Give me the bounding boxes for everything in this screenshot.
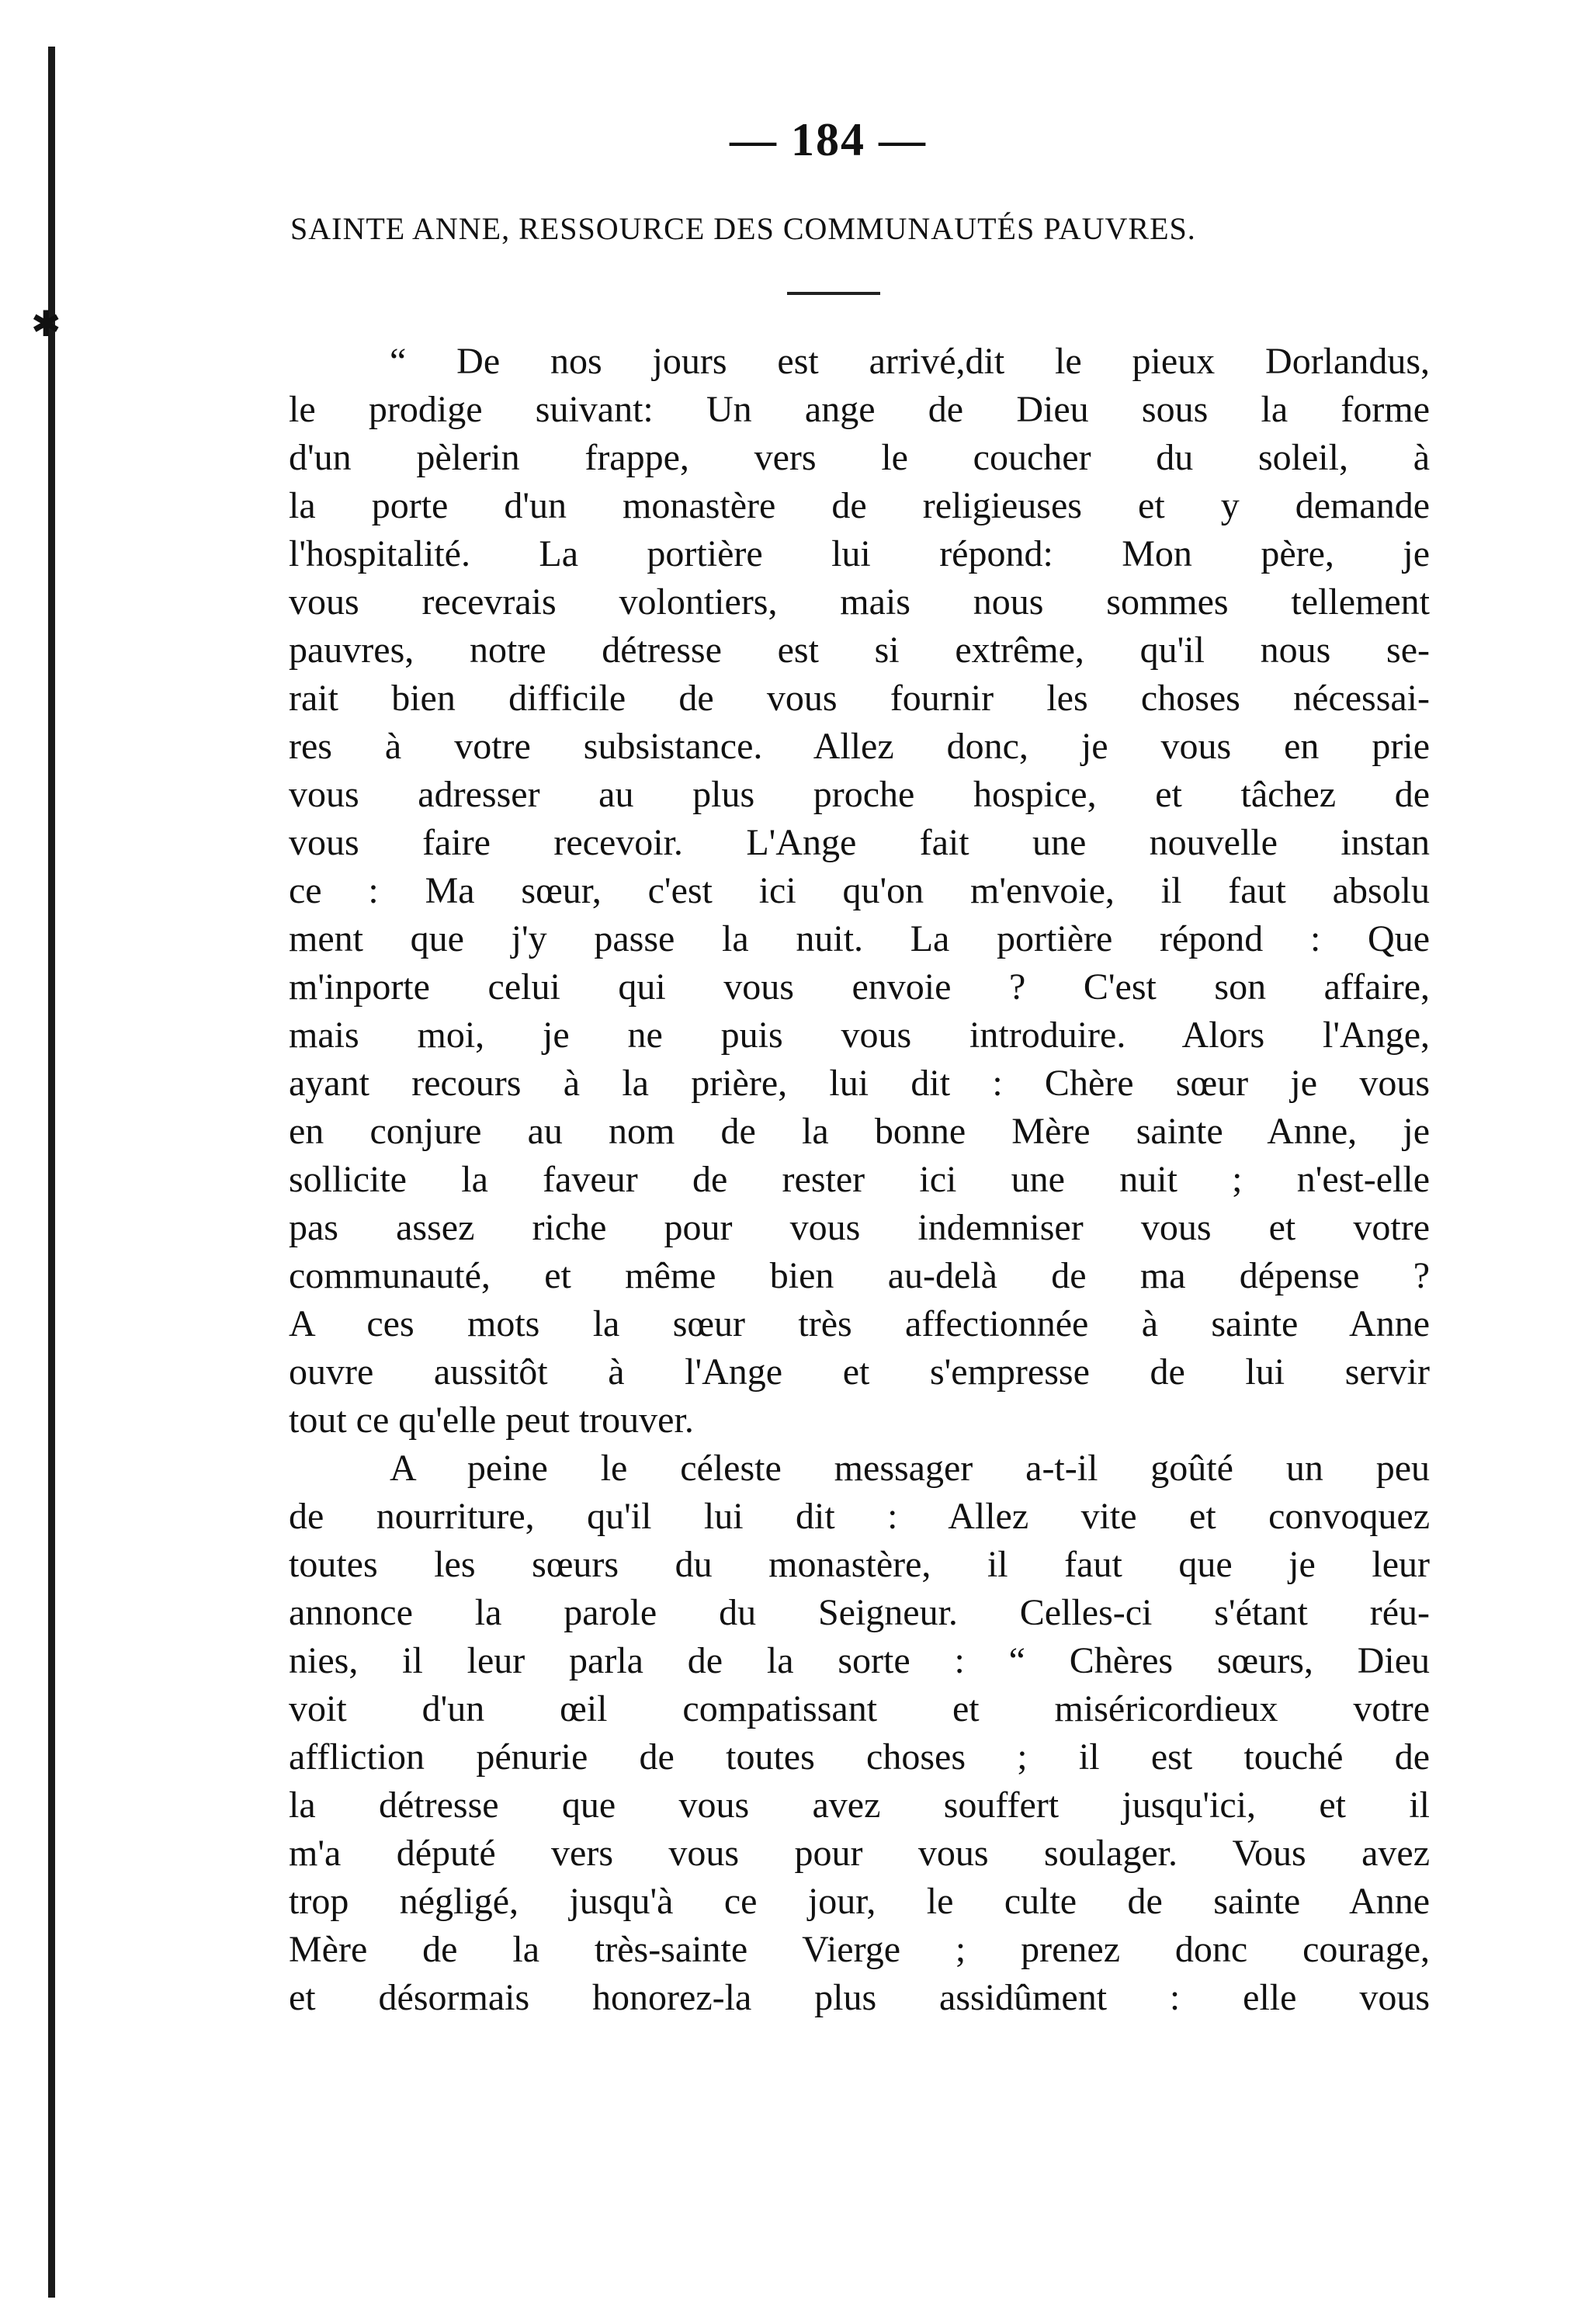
text-line: ment que j'y passe la nuit. La portière répond : Que — [289, 918, 1430, 959]
paragraph — [289, 1445, 1430, 2022]
text-line: res à votre subsistance. Allez donc, je vous en prie — [289, 726, 1430, 767]
text-line: sollicite la faveur de rester ici une nuit ; n'est-elle — [289, 1159, 1430, 1200]
text-line: m'a député vers vous pour vous soulager. Vous avez — [289, 1833, 1430, 1874]
text-line: communauté, et même bien au-delà de ma dépense ? — [289, 1255, 1430, 1296]
text-line: vous faire recevoir. L'Ange fait une nouvelle instan — [289, 822, 1430, 863]
text-line: vous adresser au plus proche hospice, et tâchez de — [289, 774, 1430, 815]
text-line: A peine le céleste messager a-t-il goûté un peu — [390, 1448, 1430, 1489]
text-line: trop négligé, jusqu'à ce jour, le culte de sainte Anne — [289, 1881, 1430, 1922]
text-line: d'un pèlerin frappe, vers le coucher du soleil, à — [289, 437, 1430, 478]
text-line: “ De nos jours est arrivé,dit le pieux Dorlandus, — [390, 341, 1430, 382]
text-line: ce : Ma sœur, c'est ici qu'on m'envoie, il faut absolu — [289, 870, 1430, 911]
text-line: la détresse que vous avez souffert jusqu'ici, et il — [289, 1785, 1430, 1826]
text-line: m'inporte celui qui vous envoie ? C'est son affaire, — [289, 966, 1430, 1008]
text-line: tout ce qu'elle peut trouver. — [289, 1400, 694, 1441]
text-line: pauvres, notre détresse est si extrême, qu'il nous se- — [289, 630, 1430, 671]
text-line: la porte d'un monastère de religieuses et y demande — [289, 485, 1430, 526]
text-line: annonce la parole du Seigneur. Celles-ci s'étant réu- — [289, 1592, 1430, 1633]
text-line: le prodige suivant: Un ange de Dieu sous la forme — [289, 389, 1430, 430]
text-line: vous recevrais volontiers, mais nous sommes tellement — [289, 581, 1430, 623]
section-heading: SAINTE ANNE, RESSOURCE DES COMMUNAUTÉS PAUVRES. — [290, 211, 1196, 246]
text-line: nies, il leur parla de la sorte : “ Chères sœurs, Dieu — [289, 1640, 1430, 1681]
page-number: — 184 — — [730, 114, 927, 165]
text-line: A ces mots la sœur très affectionnée à sainte Anne — [289, 1303, 1430, 1344]
text-line: Mère de la très-sainte Vierge ; prenez donc courage, — [289, 1929, 1430, 1970]
paragraph — [289, 338, 1430, 1445]
text-line: l'hospitalité. La portière lui répond: Mon père, je — [289, 533, 1430, 574]
text-line: et désormais honorez-la plus assidûment : elle vous — [289, 1977, 1430, 2018]
text-line: toutes les sœurs du monastère, il faut que je leur — [289, 1544, 1430, 1585]
text-line: voit d'un œil compatissant et miséricordieux votre — [289, 1688, 1430, 1729]
text-line: mais moi, je ne puis vous introduire. Alors l'Ange, — [289, 1015, 1430, 1056]
text-line: ouvre aussitôt à l'Ange et s'empresse de lui servir — [289, 1351, 1430, 1393]
margin-mark: ✱ — [31, 304, 61, 344]
text-line: ayant recours à la prière, lui dit : Chère sœur je vous — [289, 1063, 1430, 1104]
text-line: rait bien difficile de vous fournir les choses nécessai- — [289, 678, 1430, 719]
text-line: affliction pénurie de toutes choses ; il est touché de — [289, 1736, 1430, 1778]
margin-rule — [48, 47, 55, 2298]
body-text — [289, 338, 1430, 2022]
text-line: en conjure au nom de la bonne Mère sainte Anne, je — [289, 1111, 1430, 1152]
text-line: pas assez riche pour vous indemniser vous et votre — [289, 1207, 1430, 1248]
heading-divider — [787, 292, 880, 295]
text-line: de nourriture, qu'il lui dit : Allez vite et convoquez — [289, 1496, 1430, 1537]
